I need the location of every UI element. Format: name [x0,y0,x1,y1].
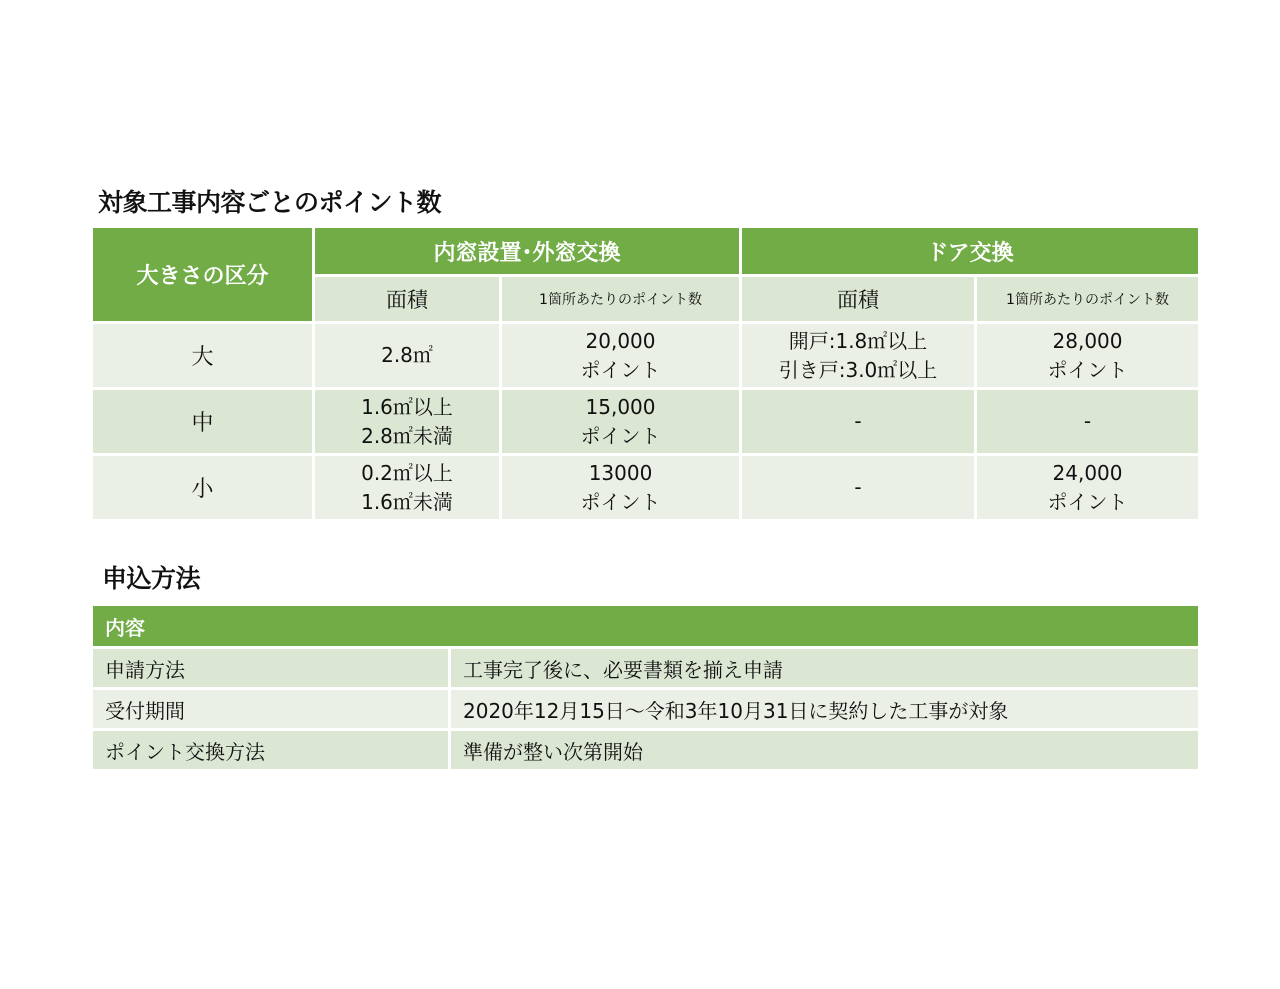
cell-line: 28,000 [1052,328,1123,353]
window-area-cell [314,455,501,521]
cell-line: 24,000 [1052,460,1123,485]
row-value: 準備が整い次第開始 [450,730,1200,771]
cell-line: 13000 [588,460,653,485]
table-row [92,730,1200,771]
size-category-header: 大きさの区分 [92,227,314,323]
cell-line: 15,000 [585,394,656,419]
points-table [90,225,1201,522]
cell-line: 1.6㎡以上 [361,394,453,419]
cell-line: - [854,475,862,499]
cell-line: 20,000 [585,328,656,353]
row-value: 2020年12月15日～令和3年10月31日に契約した工事が対象 [450,689,1200,730]
door-area-cell [741,389,976,455]
door-area-header: 面積 [741,276,976,323]
door-points-cell [976,455,1200,521]
cell-line: ポイント [580,489,661,514]
window-points-cell [501,323,741,389]
window-points-cell [501,389,741,455]
window-points-cell [501,455,741,521]
window-area-header: 面積 [314,276,501,323]
row-label: 受付期間 [92,689,450,730]
window-area-cell [314,389,501,455]
table-row [92,323,1200,389]
cell-line: 2.8㎡ [381,343,433,367]
points-section-title: 対象工事内容ごとのポイント数 [98,188,442,217]
door-points-header: 1箇所あたりのポイント数 [976,276,1200,323]
cell-line: ポイント [580,423,661,448]
door-area-cell [741,455,976,521]
size-label: 中 [92,389,314,455]
row-label: ポイント交換方法 [92,730,450,771]
cell-line: 開戸:1.8㎡以上 [788,328,928,353]
inner-window-group-header: 内窓設置･外窓交換 [314,227,741,276]
door-group-header: ドア交換 [741,227,1200,276]
window-points-header: 1箇所あたりのポイント数 [501,276,741,323]
table-row [92,389,1200,455]
door-points-cell [976,323,1200,389]
cell-line: ポイント [1047,357,1128,382]
size-label: 大 [92,323,314,389]
row-value: 工事完了後に、必要書類を揃え申請 [450,648,1200,689]
cell-line: 引き戸:3.0㎡以上 [778,357,938,382]
cell-line: 0.2㎡以上 [361,460,453,485]
table-row [92,455,1200,521]
size-label: 小 [92,455,314,521]
cell-line: - [854,409,862,433]
application-table [90,603,1201,772]
application-section-title: 申込方法 [102,564,201,593]
door-area-cell [741,323,976,389]
row-label: 申請方法 [92,648,450,689]
cell-line: ポイント [1047,489,1128,514]
application-table-header: 内容 [92,605,1200,648]
cell-line: - [1083,409,1092,433]
door-points-cell [976,389,1200,455]
table-row [92,689,1200,730]
window-area-cell [314,323,501,389]
cell-line: 2.8㎡未満 [361,423,453,448]
cell-line: ポイント [580,357,661,382]
table-row [92,648,1200,689]
cell-line: 1.6㎡未満 [361,489,453,514]
